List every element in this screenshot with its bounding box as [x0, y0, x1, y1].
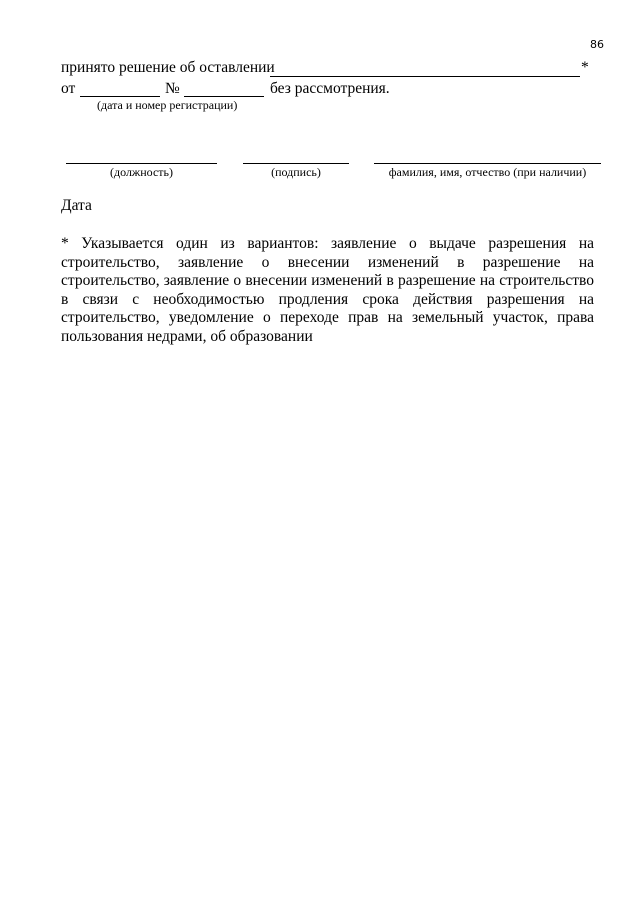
from-label: от: [61, 80, 76, 97]
decision-text: принято решение об оставлении: [61, 59, 275, 76]
position-caption: (должность): [110, 165, 173, 179]
position-line: [66, 163, 217, 164]
signature-line: [243, 163, 349, 164]
name-caption: фамилия, имя, отчество (при наличии): [388, 165, 587, 179]
date-label: Дата: [61, 197, 92, 214]
number-blank-line: [184, 96, 264, 97]
date-blank-line: [80, 96, 160, 97]
footnote-text: * Указывается один из вариантов: заявление о выдаче разрешения на строительство, заявление о внесении изменений в разрешение на строительство, заявление о внесении изменений в разрешение на строительство в связи с необходимостью продления срока действия разрешения на строительство, уведомление о переходе прав на земельный участок, права пользования недрами, об образовании: [61, 235, 594, 345]
registration-caption: (дата и номер регистрации): [97, 98, 238, 112]
name-line: [374, 163, 601, 164]
decision-asterisk: *: [581, 59, 589, 76]
number-label: №: [165, 80, 180, 97]
page-number: 86: [590, 38, 604, 51]
signature-caption: (подпись): [271, 165, 321, 179]
decision-blank-line: [270, 76, 580, 77]
no-consideration-text: без рассмотрения.: [270, 80, 390, 97]
